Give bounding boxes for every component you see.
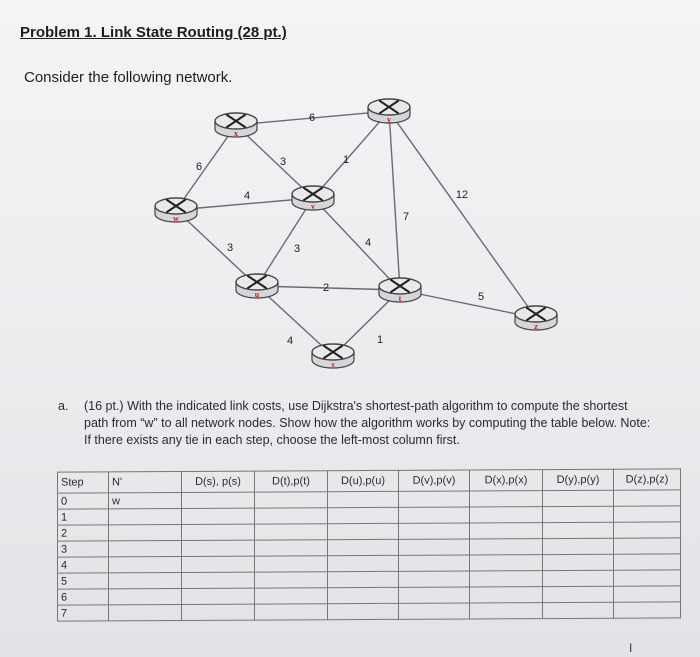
link-cost-w-x: 6	[195, 161, 203, 173]
distance-cell[interactable]	[470, 507, 543, 523]
distance-cell[interactable]	[614, 586, 681, 602]
distance-cell[interactable]	[255, 492, 328, 508]
distance-cell[interactable]	[182, 540, 255, 556]
step-cell: 7	[58, 605, 109, 621]
distance-cell[interactable]	[255, 524, 328, 540]
distance-cell[interactable]	[543, 586, 614, 602]
distance-cell[interactable]	[255, 556, 328, 572]
link-v-t	[313, 198, 400, 290]
link-w-x	[176, 125, 236, 210]
distance-cell[interactable]	[470, 603, 543, 619]
distance-cell[interactable]	[328, 491, 399, 507]
distance-cell[interactable]	[328, 523, 399, 539]
distance-cell[interactable]	[543, 490, 614, 506]
distance-cell[interactable]	[470, 539, 543, 555]
link-cost-x-v: 3	[279, 156, 287, 168]
header-dt: D(t),p(t)	[255, 471, 328, 492]
nprime-cell[interactable]	[109, 508, 182, 524]
router-u-icon	[236, 274, 278, 299]
question-text: (16 pt.) With the indicated link costs, use Dijkstra's shortest-path algorithm to compute the shortest path from “w” to all network nodes. Show how the algorithm works by computing the table below. Note: If there exists any tie in each step, choose the left-most column first.	[84, 399, 651, 447]
nprime-cell[interactable]	[109, 572, 182, 588]
distance-cell[interactable]	[470, 523, 543, 539]
step-cell: 6	[58, 589, 109, 605]
link-cost-w-v: 4	[243, 190, 251, 202]
router-v-icon	[292, 186, 334, 211]
distance-cell[interactable]	[255, 572, 328, 588]
distance-cell[interactable]	[470, 491, 543, 507]
distance-cell[interactable]	[399, 539, 470, 555]
distance-cell[interactable]	[543, 554, 614, 570]
distance-cell[interactable]	[470, 587, 543, 603]
router-s-icon	[312, 344, 354, 369]
distance-cell[interactable]	[328, 555, 399, 571]
header-dx: D(x),p(x)	[470, 470, 543, 491]
router-label: u	[254, 290, 260, 299]
header-ds: D(s), p(s)	[182, 471, 255, 492]
nprime-cell[interactable]: w	[109, 492, 182, 508]
nprime-cell[interactable]	[109, 588, 182, 604]
distance-cell[interactable]	[399, 571, 470, 587]
distance-cell[interactable]	[182, 508, 255, 524]
link-v-u	[257, 198, 313, 286]
problem-title: Problem 1. Link State Routing (28 pt.)	[20, 24, 287, 41]
distance-cell[interactable]	[543, 602, 614, 618]
distance-cell[interactable]	[255, 508, 328, 524]
header-du: D(u),p(u)	[328, 470, 399, 491]
nprime-cell[interactable]	[109, 604, 182, 620]
link-cost-y-t: 7	[402, 211, 410, 223]
link-cost-t-z: 5	[477, 291, 485, 303]
distance-cell[interactable]	[399, 491, 470, 507]
distance-cell[interactable]	[614, 538, 681, 554]
router-label: y	[387, 115, 391, 124]
router-w-icon	[155, 198, 197, 223]
distance-cell[interactable]	[328, 587, 399, 603]
link-cost-v-u: 3	[293, 243, 301, 255]
distance-cell[interactable]	[399, 587, 470, 603]
distance-cell[interactable]	[614, 490, 681, 506]
header-dv: D(v),p(v)	[399, 470, 470, 491]
distance-cell[interactable]	[614, 570, 681, 586]
distance-cell[interactable]	[255, 604, 328, 620]
distance-cell[interactable]	[614, 506, 681, 522]
router-label: x	[234, 129, 238, 138]
dijkstra-table	[57, 468, 681, 621]
distance-cell[interactable]	[543, 570, 614, 586]
question-letter: a.	[58, 399, 69, 413]
step-cell: 5	[58, 573, 109, 589]
distance-cell[interactable]	[470, 571, 543, 587]
distance-cell[interactable]	[328, 603, 399, 619]
stray-mark: I	[629, 641, 633, 655]
distance-cell[interactable]	[470, 555, 543, 571]
distance-cell[interactable]	[614, 602, 681, 618]
router-label: w	[173, 214, 179, 223]
link-cost-y-v: 1	[342, 154, 350, 166]
header-step: Step	[58, 472, 109, 493]
nprime-cell[interactable]	[109, 556, 182, 572]
link-y-v	[313, 111, 389, 198]
link-cost-u-s: 4	[286, 335, 294, 347]
distance-cell[interactable]	[543, 506, 614, 522]
table-row	[58, 602, 681, 621]
header-dy: D(y),p(y)	[543, 469, 614, 490]
distance-cell[interactable]	[182, 524, 255, 540]
distance-cell[interactable]	[182, 556, 255, 572]
link-cost-t-s: 1	[376, 334, 384, 346]
distance-cell[interactable]	[328, 539, 399, 555]
distance-cell[interactable]	[255, 540, 328, 556]
distance-cell[interactable]	[182, 604, 255, 620]
nprime-cell[interactable]	[109, 540, 182, 556]
router-label: z	[534, 322, 538, 331]
distance-cell[interactable]	[543, 538, 614, 554]
header-nprime: N'	[109, 471, 182, 492]
step-cell: 3	[58, 541, 109, 557]
router-t-icon	[379, 278, 421, 303]
step-cell: 0	[58, 493, 109, 509]
distance-cell[interactable]	[543, 522, 614, 538]
distance-cell[interactable]	[399, 523, 470, 539]
link-cost-v-t: 4	[364, 237, 372, 249]
link-w-u	[176, 210, 257, 286]
router-x-icon	[215, 113, 257, 138]
distance-cell[interactable]	[328, 571, 399, 587]
step-cell: 2	[58, 525, 109, 541]
distance-cell[interactable]	[399, 603, 470, 619]
distance-cell[interactable]	[399, 507, 470, 523]
distance-cell[interactable]	[399, 555, 470, 571]
link-cost-u-t: 2	[322, 282, 330, 294]
nprime-cell[interactable]	[109, 524, 182, 540]
router-label: s	[331, 360, 335, 369]
distance-cell[interactable]	[255, 588, 328, 604]
distance-cell[interactable]	[182, 572, 255, 588]
router-y-icon	[368, 99, 410, 124]
router-z-icon	[515, 306, 557, 331]
distance-cell[interactable]	[614, 554, 681, 570]
link-cost-w-u: 3	[226, 242, 234, 254]
distance-cell[interactable]	[614, 522, 681, 538]
distance-cell[interactable]	[182, 588, 255, 604]
distance-cell[interactable]	[328, 507, 399, 523]
link-cost-x-y: 6	[308, 112, 316, 124]
router-label: v	[311, 202, 315, 211]
distance-cell[interactable]	[182, 492, 255, 508]
header-dz: D(z),p(z)	[614, 469, 681, 490]
link-cost-y-z: 12	[455, 189, 469, 201]
step-cell: 1	[58, 509, 109, 525]
problem-intro: Consider the following network.	[24, 69, 233, 86]
link-y-t	[389, 111, 400, 290]
router-label: t	[398, 294, 402, 303]
step-cell: 4	[58, 557, 109, 573]
